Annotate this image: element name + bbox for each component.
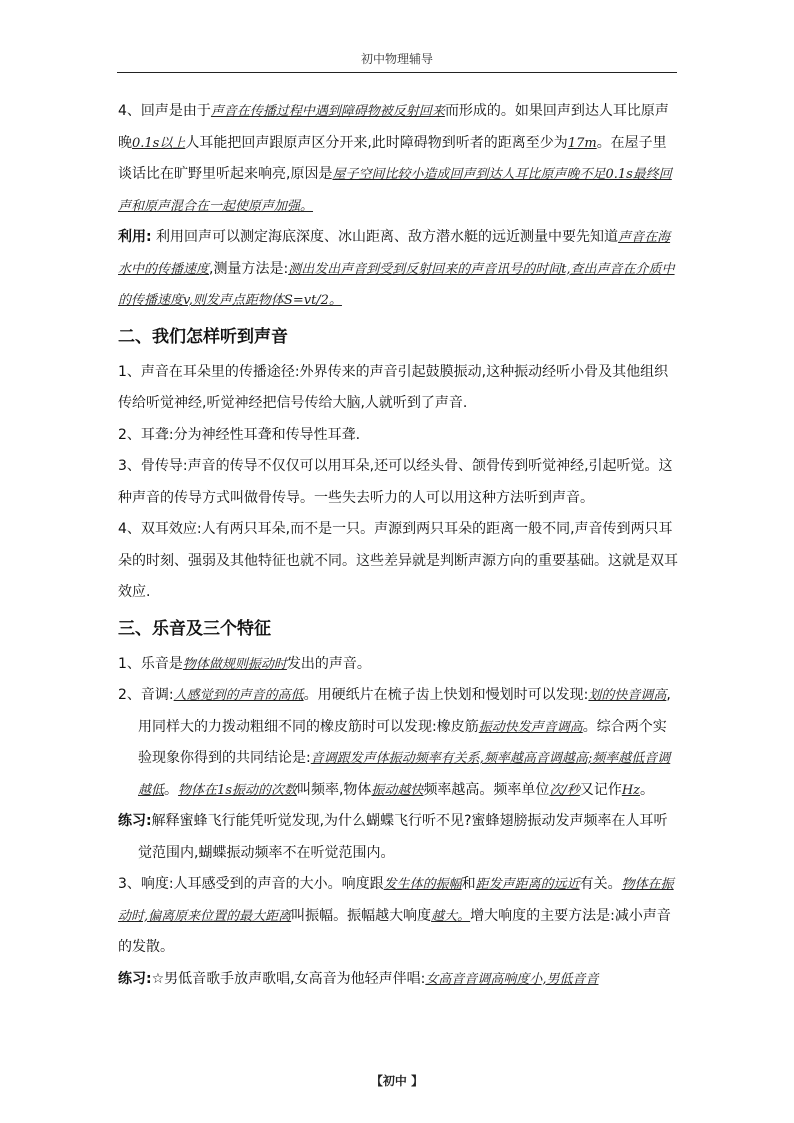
document-body [118, 96, 678, 995]
musical-sound-paragraph [118, 649, 678, 681]
underlined-answer: 音调跟发声体振动频率有关系,频率越高音调越高;频率越低音调越低 [138, 751, 671, 798]
list-item: 4、双耳效应:人有两只耳朵,而不是一只。声源到两只耳朵的距离一般不同,声音传到两只耳朵的时刻、强弱及其他特征也就不同。这些差异就是判断声源方向的重要基础。这就是双耳效应. [118, 521, 678, 600]
underlined-answer: 0.1s以上 [132, 135, 186, 151]
echo-paragraph [118, 96, 678, 222]
underlined-answer: 物体做规则振动时 [182, 656, 287, 672]
underlined-answer: 测出发出声音到受到反射回来的声音讯号的时间t,查出声音在介质中的传播速度v,则发声点距物体S=vt/2。 [118, 261, 675, 308]
underlined-answer: 物体在振动时,偏离原来位置的最大距离 [118, 877, 674, 924]
section-heading: 二、我们怎样听到声音 [118, 326, 288, 347]
exercise-label: 练习: [118, 813, 152, 829]
text: 解释蜜蜂飞行能凭听觉发现,为什么蝴蝶飞行听不见?蜜蜂翅膀振动发声频率在人耳听觉范围内,蝴蝶振动频率不在听觉范围内。 [138, 813, 668, 861]
text: 。 [640, 781, 655, 798]
text: 3、响度:人耳感受到的声音的大小。响度跟 [118, 876, 384, 892]
list-item: 2、耳聋:分为神经性耳聋和传导性耳聋. [118, 426, 361, 443]
text: 。在屋子里谈话比在旷野里听起来响亮,原因是 [118, 134, 667, 182]
exercise-label: 练习: [118, 970, 152, 987]
underlined-answer: Hz [621, 782, 641, 798]
text: 人耳能把回声跟原声区分开来,此时障碍物到听者的距离至少为 [185, 134, 568, 151]
exercise-paragraph [118, 806, 678, 869]
underlined-answer: 声音在传播过程中遇到障碍物被反射回来 [210, 104, 445, 119]
text: ,用同样大的力拨动粗细不同的橡皮筋时可以发现:橡皮筋 [138, 687, 671, 735]
text: 利用回声可以测定海底深度、冰山距离、敌方潜水艇的远近测量中要先知道 [151, 229, 619, 245]
text: ☆男低音歌手放声歌唱,女高音为他轻声伴唱: [151, 970, 426, 987]
text: 而形成的。如果回声到达人耳比原声晚 [118, 103, 669, 151]
underlined-answer: 距发声距离的远近 [475, 877, 580, 892]
text: 又记作 [579, 781, 622, 798]
text: 发出的声音。 [286, 655, 371, 672]
loudness-paragraph [118, 869, 678, 964]
text: 4、回声是由于 [118, 103, 211, 119]
header-divider [117, 72, 677, 73]
usage-label: 利用: [118, 229, 152, 245]
underlined-answer: 人感觉到的声音的高低 [173, 688, 304, 703]
underlined-answer: 物体在1s振动的次数 [178, 782, 297, 798]
text: 。综合两个实验现象你得到的共同结论是: [138, 718, 667, 766]
text: 。 [164, 781, 179, 798]
underlined-answer: 女高音音调高响度小,男低音音 [425, 971, 599, 987]
text: ,测量方法是: [209, 260, 289, 277]
underlined-answer: 越大。 [431, 908, 471, 924]
text: 和 [461, 876, 476, 892]
text: 增大响度的主要方法是:减小声音的发散。 [118, 907, 671, 955]
underlined-answer: 声音在海水中的传播速度 [118, 230, 671, 277]
underlined-answer: 次/秒 [549, 782, 580, 798]
underlined-answer: 屋子空间比较小造成回声到达人耳比原声晚不足0.1s最终回声和原声混合在一起使原声加强。 [118, 167, 672, 214]
text: 叫频率,物体 [296, 781, 372, 798]
underlined-answer: 振动越快 [371, 782, 424, 798]
underlined-answer: 发生体的振幅 [383, 877, 462, 892]
text: 有关。 [579, 876, 622, 892]
underlined-answer: 17m [567, 135, 597, 151]
underlined-answer: 划的快音调高 [588, 688, 667, 703]
page-footer: 【初中 】 [370, 1074, 424, 1088]
text: 2、音调: [118, 687, 174, 703]
pitch-paragraph [118, 680, 678, 806]
text: 。用硬纸片在梳子齿上快划和慢划时可以发现: [303, 687, 589, 703]
exercise-paragraph [118, 964, 678, 996]
list-item: 1、声音在耳朵里的传播途径:外界传来的声音引起鼓膜振动,这种振动经听小骨及其他组织传给听觉神经,听觉神经把信号传给大脑,人就听到了声音. [118, 363, 669, 411]
section-heading: 三、乐音及三个特征 [118, 618, 271, 639]
page-header: 初中物理辅导 [360, 52, 433, 66]
list-item: 3、骨传导:声音的传导不仅仅可以用耳朵,还可以经头骨、颌骨传到听觉神经,引起听觉。这种声音的传导方式叫做骨传导。一些失去听力的人可以用这种方法听到声音。 [118, 458, 673, 506]
underlined-answer: 振动快发声音调高 [478, 719, 583, 735]
text: 1、乐音是 [118, 655, 183, 672]
text: 频率越高。频率单位 [423, 781, 550, 798]
echo-usage-paragraph [118, 222, 678, 317]
text: 叫振幅。振幅越大响度 [291, 907, 432, 924]
